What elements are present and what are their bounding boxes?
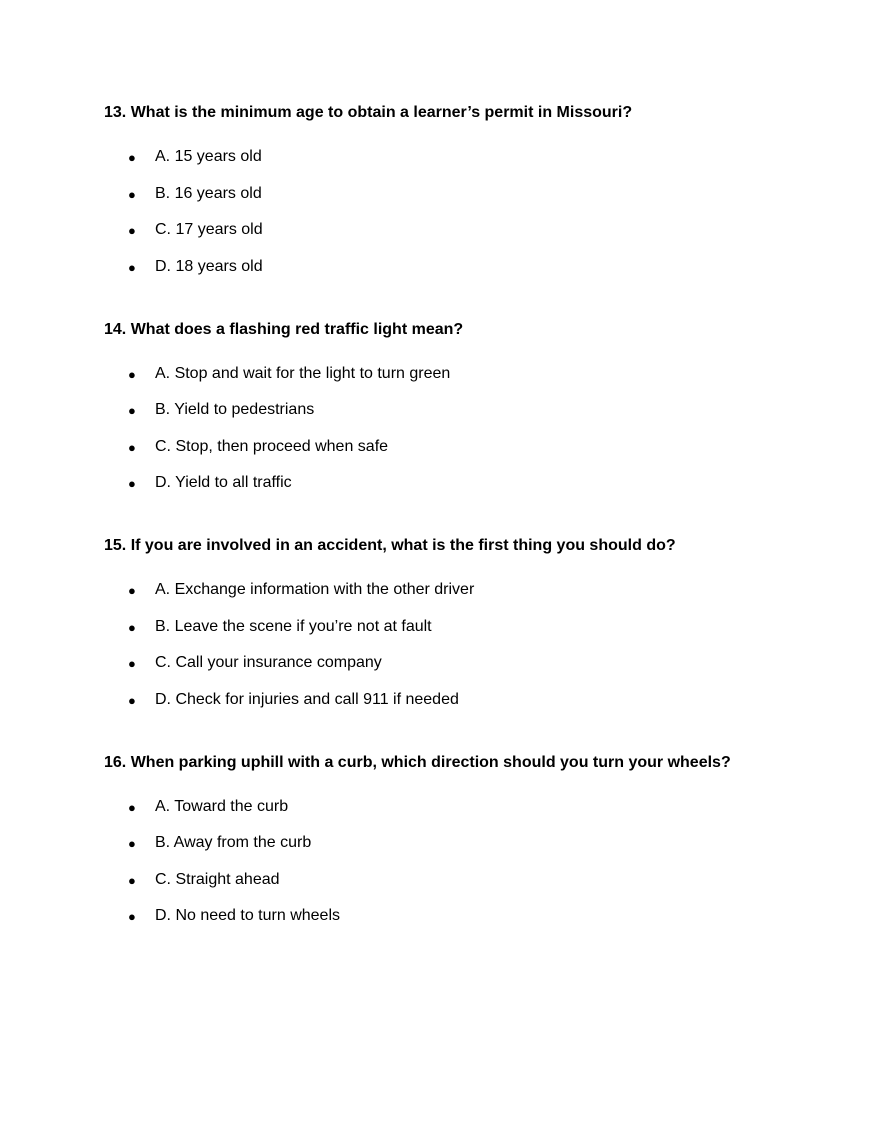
option-text: D. Check for injuries and call 911 if needed (155, 690, 459, 708)
option-text: A. Stop and wait for the light to turn green (155, 364, 451, 382)
option-text: B. Yield to pedestrians (155, 401, 315, 418)
question-title: 14. What does a flashing red traffic light mean? (104, 320, 464, 338)
option-text: D. Yield to all traffic (155, 474, 292, 491)
bullet-icon: ● (128, 872, 136, 888)
option-text: B. Away from the curb (155, 834, 312, 851)
option-text: D. 18 years old (155, 257, 263, 275)
bullet-icon: ● (128, 150, 136, 165)
question-title: 16. When parking uphill with a curb, which direction should you turn your wheels? (104, 753, 731, 771)
option-text: B. 16 years old (155, 184, 262, 202)
option-text: C. Call your insurance company (155, 654, 382, 671)
bullet-icon: ● (128, 186, 136, 202)
question-14 (104, 320, 804, 491)
bullet-icon: ● (128, 836, 136, 851)
bullet-icon: ● (128, 366, 136, 382)
option-text: B. Leave the scene if you’re not at fault (155, 617, 432, 635)
option-text: A. 15 years old (155, 148, 262, 165)
question-title: 13. What is the minimum age to obtain a learner’s permit in Missouri? (104, 104, 633, 121)
bullet-icon: ● (128, 909, 136, 924)
option-text: C. 17 years old (155, 221, 263, 238)
bullet-icon: ● (128, 692, 136, 708)
bullet-icon: ● (128, 619, 136, 635)
bullet-icon: ● (128, 799, 136, 815)
bullet-icon: ● (128, 439, 136, 455)
option-text: A. Exchange information with the other driver (155, 581, 475, 598)
option-text: C. Straight ahead (155, 870, 280, 888)
option-text: C. Stop, then proceed when safe (155, 437, 389, 455)
question-title: 15. If you are involved in an accident, what is the first thing you should do? (104, 537, 676, 554)
question-13 (104, 103, 804, 275)
option-text: A. Toward the curb (155, 797, 289, 815)
bullet-icon: ● (128, 259, 136, 275)
bullet-icon: ● (128, 583, 136, 598)
bullet-icon: ● (128, 476, 136, 491)
option-text: D. No need to turn wheels (155, 907, 340, 924)
question-15 (104, 536, 804, 708)
bullet-icon: ● (128, 403, 136, 418)
bullet-icon: ● (128, 223, 136, 238)
bullet-icon: ● (128, 656, 136, 671)
question-16 (104, 753, 804, 924)
